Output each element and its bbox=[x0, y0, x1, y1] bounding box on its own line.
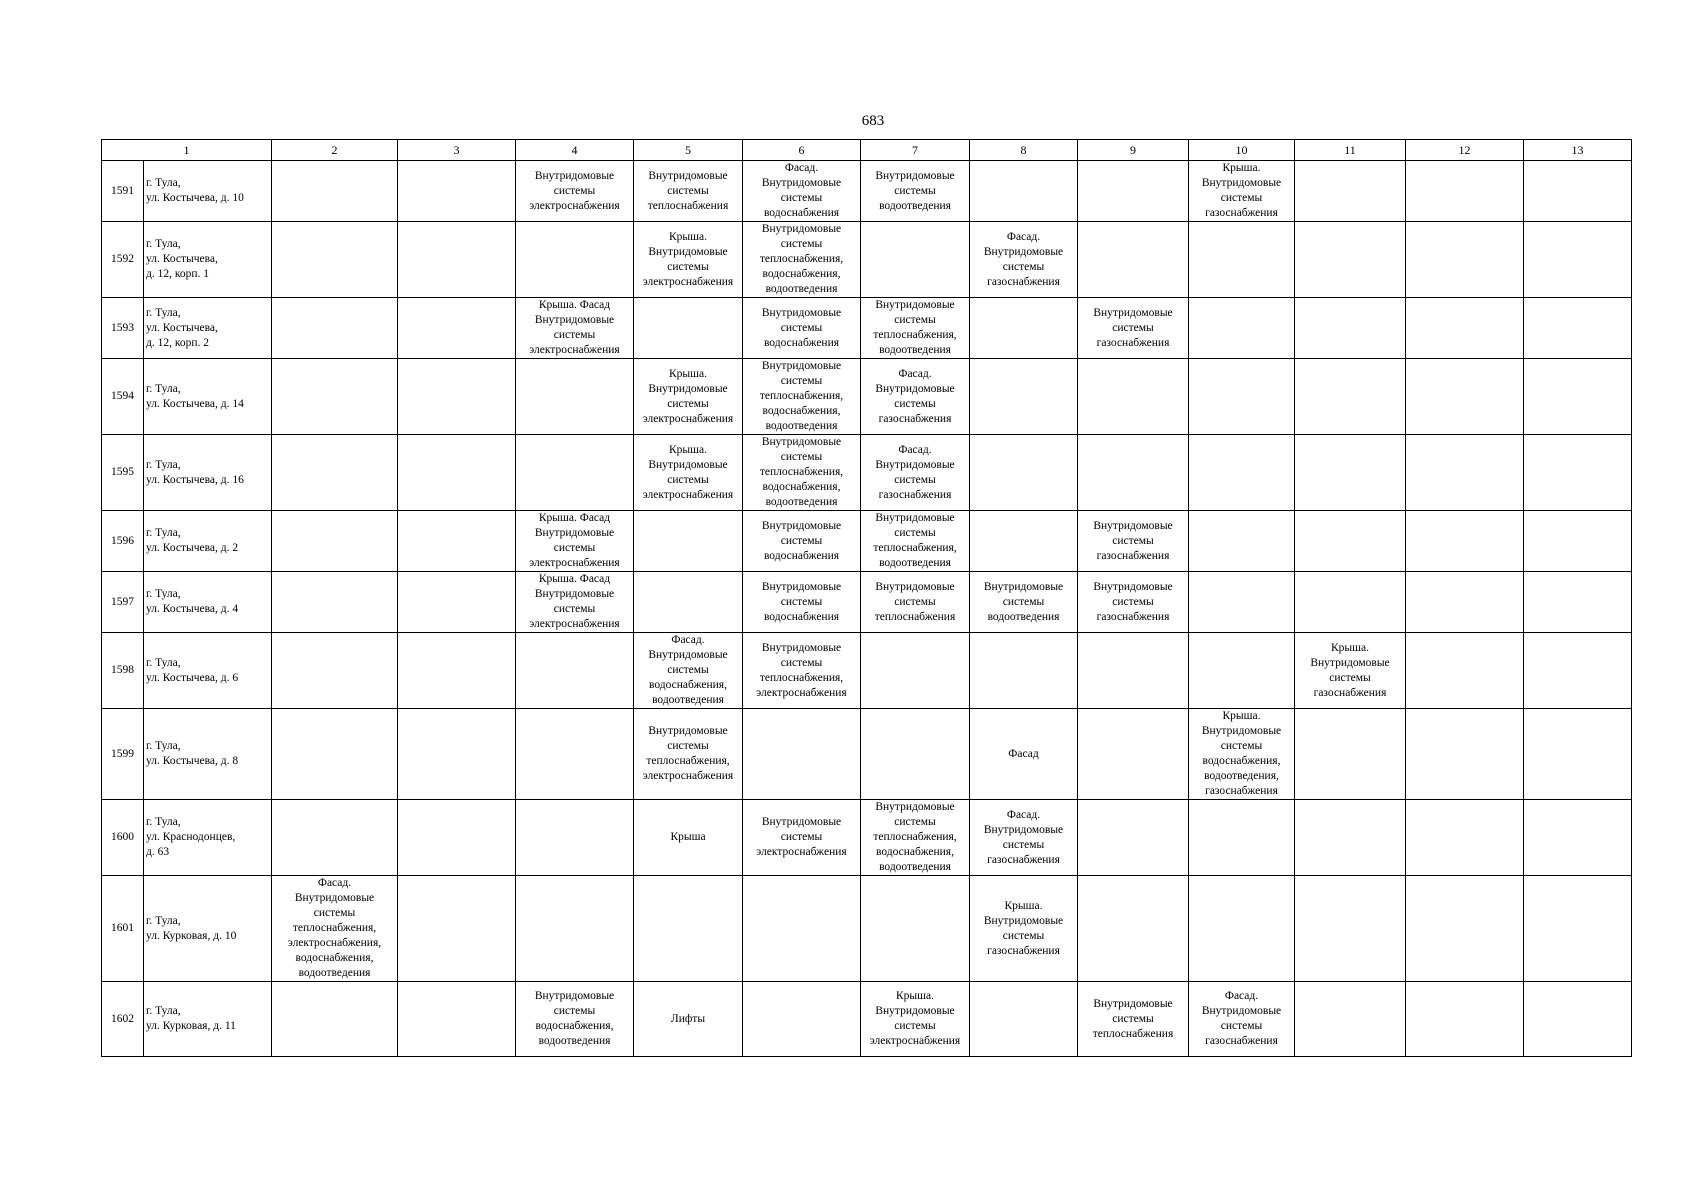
work-cell-col-3 bbox=[398, 572, 516, 633]
work-cell-col-5: Крыша. Внутридомовые системы электроснабжения bbox=[634, 222, 743, 298]
work-cell-col-2 bbox=[272, 709, 398, 800]
work-cell-col-2 bbox=[272, 161, 398, 222]
work-cell-col-2 bbox=[272, 633, 398, 709]
work-cell-col-5 bbox=[634, 511, 743, 572]
work-cell-col-9 bbox=[1078, 161, 1189, 222]
work-cell-col-10 bbox=[1189, 435, 1295, 511]
work-cell-col-11 bbox=[1295, 800, 1406, 876]
work-cell-col-5: Внутридомовые системы теплоснабжения bbox=[634, 161, 743, 222]
work-cell-col-12 bbox=[1406, 876, 1524, 982]
work-cell-col-6: Внутридомовые системы водоснабжения bbox=[743, 511, 861, 572]
column-header-3: 3 bbox=[398, 140, 516, 161]
work-cell-col-12 bbox=[1406, 359, 1524, 435]
work-cell-col-10 bbox=[1189, 511, 1295, 572]
table-row bbox=[102, 633, 1632, 709]
work-cell-col-4 bbox=[516, 435, 634, 511]
work-cell-col-6: Фасад. Внутридомовые системы водоснабжения bbox=[743, 161, 861, 222]
work-cell-col-3 bbox=[398, 800, 516, 876]
work-cell-col-13 bbox=[1524, 435, 1632, 511]
row-number: 1598 bbox=[102, 633, 144, 709]
work-cell-col-3 bbox=[398, 222, 516, 298]
work-cell-col-8: Фасад bbox=[970, 709, 1078, 800]
work-cell-col-12 bbox=[1406, 572, 1524, 633]
row-number: 1599 bbox=[102, 709, 144, 800]
work-cell-col-11 bbox=[1295, 359, 1406, 435]
work-cell-col-6: Внутридомовые системы электроснабжения bbox=[743, 800, 861, 876]
work-cell-col-10: Крыша. Внутридомовые системы газоснабжения bbox=[1189, 161, 1295, 222]
work-cell-col-11 bbox=[1295, 982, 1406, 1057]
table-body bbox=[102, 161, 1632, 1057]
work-cell-col-4: Крыша. Фасад Внутридомовые системы электроснабжения bbox=[516, 511, 634, 572]
work-cell-col-2 bbox=[272, 359, 398, 435]
address-cell: г. Тула, ул. Костычева, д. 12, корп. 2 bbox=[144, 298, 272, 359]
work-cell-col-6: Внутридомовые системы теплоснабжения, водоснабжения, водоотведения bbox=[743, 435, 861, 511]
work-cell-col-12 bbox=[1406, 161, 1524, 222]
work-cell-col-6 bbox=[743, 876, 861, 982]
work-cell-col-7: Внутридомовые системы теплоснабжения, водоснабжения, водоотведения bbox=[861, 800, 970, 876]
work-cell-col-5: Фасад. Внутридомовые системы водоснабжения, водоотведения bbox=[634, 633, 743, 709]
column-header-10: 10 bbox=[1189, 140, 1295, 161]
work-cell-col-2 bbox=[272, 982, 398, 1057]
work-cell-col-5: Крыша. Внутридомовые системы электроснабжения bbox=[634, 359, 743, 435]
work-cell-col-4 bbox=[516, 359, 634, 435]
address-cell: г. Тула, ул. Костычева, д. 14 bbox=[144, 359, 272, 435]
row-number: 1596 bbox=[102, 511, 144, 572]
column-header-13: 13 bbox=[1524, 140, 1632, 161]
work-cell-col-8: Фасад. Внутридомовые системы газоснабжения bbox=[970, 222, 1078, 298]
page-number: 683 bbox=[861, 113, 885, 129]
address-cell: г. Тула, ул. Курковая, д. 10 bbox=[144, 876, 272, 982]
address-cell: г. Тула, ул. Курковая, д. 11 bbox=[144, 982, 272, 1057]
work-cell-col-3 bbox=[398, 876, 516, 982]
work-cell-col-4 bbox=[516, 633, 634, 709]
column-header-2: 2 bbox=[272, 140, 398, 161]
row-number: 1591 bbox=[102, 161, 144, 222]
work-cell-col-2 bbox=[272, 435, 398, 511]
column-header-7: 7 bbox=[861, 140, 970, 161]
work-cell-col-11 bbox=[1295, 511, 1406, 572]
work-cell-col-9 bbox=[1078, 435, 1189, 511]
work-cell-col-4 bbox=[516, 876, 634, 982]
work-cell-col-8 bbox=[970, 982, 1078, 1057]
address-cell: г. Тула, ул. Костычева, д. 4 bbox=[144, 572, 272, 633]
work-cell-col-13 bbox=[1524, 298, 1632, 359]
work-cell-col-12 bbox=[1406, 298, 1524, 359]
work-cell-col-5 bbox=[634, 876, 743, 982]
table-row bbox=[102, 359, 1632, 435]
work-cell-col-9: Внутридомовые системы газоснабжения bbox=[1078, 572, 1189, 633]
work-cell-col-13 bbox=[1524, 222, 1632, 298]
table-row bbox=[102, 982, 1632, 1057]
address-cell: г. Тула, ул. Костычева, д. 8 bbox=[144, 709, 272, 800]
column-header-5: 5 bbox=[634, 140, 743, 161]
row-number: 1602 bbox=[102, 982, 144, 1057]
work-cell-col-13 bbox=[1524, 876, 1632, 982]
work-cell-col-3 bbox=[398, 435, 516, 511]
column-header-11: 11 bbox=[1295, 140, 1406, 161]
work-cell-col-4 bbox=[516, 222, 634, 298]
work-cell-col-2 bbox=[272, 800, 398, 876]
work-cell-col-3 bbox=[398, 982, 516, 1057]
work-cell-col-5 bbox=[634, 298, 743, 359]
address-cell: г. Тула, ул. Костычева, д. 16 bbox=[144, 435, 272, 511]
column-header-1: 1 bbox=[102, 140, 272, 161]
work-cell-col-9 bbox=[1078, 222, 1189, 298]
work-cell-col-7: Внутридомовые системы водоотведения bbox=[861, 161, 970, 222]
work-cell-col-7: Внутридомовые системы теплоснабжения bbox=[861, 572, 970, 633]
column-header-6: 6 bbox=[743, 140, 861, 161]
table-row bbox=[102, 435, 1632, 511]
work-cell-col-7 bbox=[861, 709, 970, 800]
work-cell-col-6 bbox=[743, 982, 861, 1057]
work-cell-col-3 bbox=[398, 709, 516, 800]
work-cell-col-3 bbox=[398, 633, 516, 709]
work-cell-col-12 bbox=[1406, 633, 1524, 709]
address-cell: г. Тула, ул. Костычева, д. 12, корп. 1 bbox=[144, 222, 272, 298]
column-header-4: 4 bbox=[516, 140, 634, 161]
work-cell-col-5 bbox=[634, 572, 743, 633]
work-cell-col-8 bbox=[970, 633, 1078, 709]
table-row bbox=[102, 222, 1632, 298]
table-row bbox=[102, 161, 1632, 222]
work-cell-col-3 bbox=[398, 298, 516, 359]
work-cell-col-11 bbox=[1295, 709, 1406, 800]
work-cell-col-9: Внутридомовые системы газоснабжения bbox=[1078, 298, 1189, 359]
work-cell-col-6 bbox=[743, 709, 861, 800]
work-cell-col-12 bbox=[1406, 511, 1524, 572]
work-cell-col-7: Фасад. Внутридомовые системы газоснабжения bbox=[861, 435, 970, 511]
work-cell-col-10 bbox=[1189, 633, 1295, 709]
work-cell-col-7: Крыша. Внутридомовые системы электроснабжения bbox=[861, 982, 970, 1057]
work-cell-col-13 bbox=[1524, 709, 1632, 800]
work-cell-col-13 bbox=[1524, 161, 1632, 222]
work-cell-col-10 bbox=[1189, 298, 1295, 359]
work-cell-col-11: Крыша. Внутридомовые системы газоснабжения bbox=[1295, 633, 1406, 709]
work-cell-col-6: Внутридомовые системы водоснабжения bbox=[743, 572, 861, 633]
work-cell-col-3 bbox=[398, 161, 516, 222]
work-cell-col-8: Крыша. Внутридомовые системы газоснабжения bbox=[970, 876, 1078, 982]
work-cell-col-11 bbox=[1295, 298, 1406, 359]
work-cell-col-11 bbox=[1295, 161, 1406, 222]
work-cell-col-7: Внутридомовые системы теплоснабжения, водоотведения bbox=[861, 298, 970, 359]
work-cell-col-8 bbox=[970, 161, 1078, 222]
work-cell-col-6: Внутридомовые системы водоснабжения bbox=[743, 298, 861, 359]
work-cell-col-8: Фасад. Внутридомовые системы газоснабжения bbox=[970, 800, 1078, 876]
work-cell-col-2 bbox=[272, 511, 398, 572]
work-cell-col-10 bbox=[1189, 222, 1295, 298]
work-cell-col-5: Крыша bbox=[634, 800, 743, 876]
column-header-12: 12 bbox=[1406, 140, 1524, 161]
work-cell-col-7: Внутридомовые системы теплоснабжения, водоотведения bbox=[861, 511, 970, 572]
work-cell-col-7 bbox=[861, 222, 970, 298]
work-cell-col-2 bbox=[272, 222, 398, 298]
table-row bbox=[102, 876, 1632, 982]
work-cell-col-11 bbox=[1295, 435, 1406, 511]
work-cell-col-7: Фасад. Внутридомовые системы газоснабжения bbox=[861, 359, 970, 435]
work-cell-col-5: Внутридомовые системы теплоснабжения, электроснабжения bbox=[634, 709, 743, 800]
row-number: 1595 bbox=[102, 435, 144, 511]
work-cell-col-6: Внутридомовые системы теплоснабжения, электроснабжения bbox=[743, 633, 861, 709]
work-cell-col-13 bbox=[1524, 511, 1632, 572]
work-cell-col-9 bbox=[1078, 709, 1189, 800]
work-cell-col-8: Внутридомовые системы водоотведения bbox=[970, 572, 1078, 633]
work-cell-col-5: Крыша. Внутридомовые системы электроснабжения bbox=[634, 435, 743, 511]
table-row bbox=[102, 511, 1632, 572]
work-cell-col-10 bbox=[1189, 572, 1295, 633]
repair-schedule-table bbox=[101, 139, 1632, 1057]
work-cell-col-3 bbox=[398, 511, 516, 572]
work-cell-col-12 bbox=[1406, 982, 1524, 1057]
table-row bbox=[102, 709, 1632, 800]
work-cell-col-11 bbox=[1295, 222, 1406, 298]
work-cell-col-10 bbox=[1189, 800, 1295, 876]
work-cell-col-8 bbox=[970, 298, 1078, 359]
row-number: 1600 bbox=[102, 800, 144, 876]
work-cell-col-13 bbox=[1524, 982, 1632, 1057]
table-row bbox=[102, 298, 1632, 359]
work-cell-col-6: Внутридомовые системы теплоснабжения, водоснабжения, водоотведения bbox=[743, 359, 861, 435]
work-cell-col-9: Внутридомовые системы теплоснабжения bbox=[1078, 982, 1189, 1057]
work-cell-col-4: Крыша. Фасад Внутридомовые системы электроснабжения bbox=[516, 298, 634, 359]
work-cell-col-11 bbox=[1295, 572, 1406, 633]
work-cell-col-10: Фасад. Внутридомовые системы газоснабжения bbox=[1189, 982, 1295, 1057]
work-cell-col-12 bbox=[1406, 222, 1524, 298]
work-cell-col-4: Крыша. Фасад Внутридомовые системы электроснабжения bbox=[516, 572, 634, 633]
header-row bbox=[102, 140, 1632, 161]
work-cell-col-6: Внутридомовые системы теплоснабжения, водоснабжения, водоотведения bbox=[743, 222, 861, 298]
column-header-9: 9 bbox=[1078, 140, 1189, 161]
work-cell-col-12 bbox=[1406, 709, 1524, 800]
address-cell: г. Тула, ул. Костычева, д. 2 bbox=[144, 511, 272, 572]
work-cell-col-3 bbox=[398, 359, 516, 435]
row-number: 1594 bbox=[102, 359, 144, 435]
column-header-8: 8 bbox=[970, 140, 1078, 161]
work-cell-col-4 bbox=[516, 709, 634, 800]
work-cell-col-13 bbox=[1524, 800, 1632, 876]
work-cell-col-9: Внутридомовые системы газоснабжения bbox=[1078, 511, 1189, 572]
work-cell-col-9 bbox=[1078, 359, 1189, 435]
work-cell-col-8 bbox=[970, 435, 1078, 511]
work-cell-col-4: Внутридомовые системы электроснабжения bbox=[516, 161, 634, 222]
work-cell-col-9 bbox=[1078, 800, 1189, 876]
table-row bbox=[102, 800, 1632, 876]
row-number: 1601 bbox=[102, 876, 144, 982]
work-cell-col-2 bbox=[272, 298, 398, 359]
work-cell-col-2: Фасад. Внутридомовые системы теплоснабжения, электроснабжения, водоснабжения, водоотведения bbox=[272, 876, 398, 982]
work-cell-col-7 bbox=[861, 876, 970, 982]
address-cell: г. Тула, ул. Костычева, д. 6 bbox=[144, 633, 272, 709]
address-cell: г. Тула, ул. Костычева, д. 10 bbox=[144, 161, 272, 222]
work-cell-col-12 bbox=[1406, 435, 1524, 511]
work-cell-col-8 bbox=[970, 359, 1078, 435]
table-row bbox=[102, 572, 1632, 633]
work-cell-col-7 bbox=[861, 633, 970, 709]
work-cell-col-13 bbox=[1524, 359, 1632, 435]
row-number: 1592 bbox=[102, 222, 144, 298]
work-cell-col-10 bbox=[1189, 876, 1295, 982]
work-cell-col-4: Внутридомовые системы водоснабжения, водоотведения bbox=[516, 982, 634, 1057]
work-cell-col-10 bbox=[1189, 359, 1295, 435]
work-cell-col-2 bbox=[272, 572, 398, 633]
address-cell: г. Тула, ул. Краснодонцев, д. 63 bbox=[144, 800, 272, 876]
work-cell-col-4 bbox=[516, 800, 634, 876]
work-cell-col-12 bbox=[1406, 800, 1524, 876]
work-cell-col-9 bbox=[1078, 876, 1189, 982]
work-cell-col-11 bbox=[1295, 876, 1406, 982]
work-cell-col-13 bbox=[1524, 633, 1632, 709]
work-cell-col-10: Крыша. Внутридомовые системы водоснабжения, водоотведения, газоснабжения bbox=[1189, 709, 1295, 800]
work-cell-col-5: Лифты bbox=[634, 982, 743, 1057]
work-cell-col-13 bbox=[1524, 572, 1632, 633]
row-number: 1593 bbox=[102, 298, 144, 359]
row-number: 1597 bbox=[102, 572, 144, 633]
work-cell-col-8 bbox=[970, 511, 1078, 572]
work-cell-col-9 bbox=[1078, 633, 1189, 709]
